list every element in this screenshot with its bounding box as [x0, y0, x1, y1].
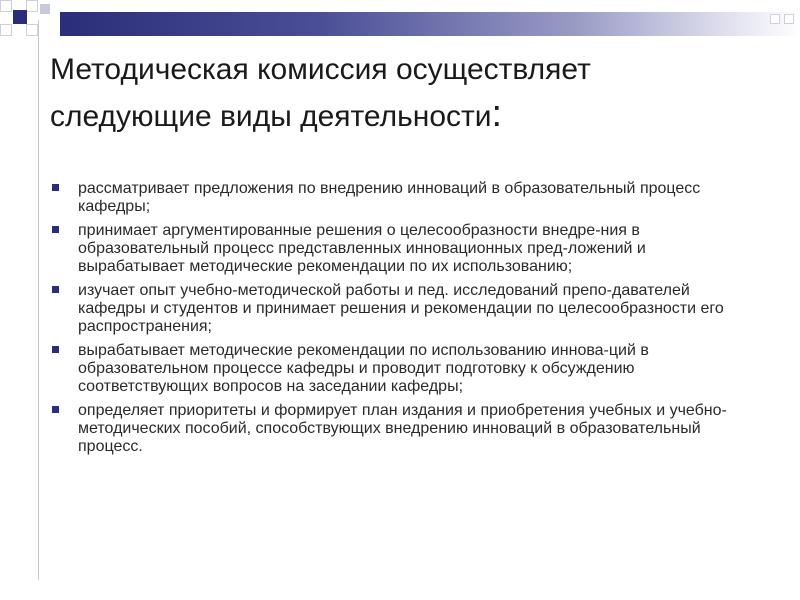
- list-item: [50, 282, 750, 336]
- decor-square: [40, 4, 50, 14]
- decor-square: [26, 24, 38, 36]
- list-item: [50, 180, 750, 216]
- title-colon: :: [491, 93, 503, 135]
- list-item-text: изучает опыт учебно-методической работы и пед. исследований препо-давателей кафедры и студентов и принимает решения и рекомендации по целесообразности его распространения;: [78, 282, 724, 335]
- decor-square: [0, 0, 12, 12]
- square-bullet-icon: [52, 286, 59, 293]
- square-bullet-icon: [52, 226, 59, 233]
- decor-square: [784, 14, 794, 24]
- header-gradient-band: [60, 12, 800, 36]
- slide-title: [50, 48, 750, 139]
- list-item-text: вырабатывает методические рекомендации по использованию иннова-ций в образовательном процессе кафедры и проводит подготовку к обсуждению соответствующих вопросов на заседании кафедры;: [78, 342, 649, 395]
- decor-square: [770, 14, 780, 24]
- list-item: [50, 402, 750, 456]
- decor-square: [26, 0, 38, 12]
- decor-vertical-line: [38, 20, 39, 580]
- list-item-text: определяет приоритеты и формирует план издания и приобретения учебных и учебно-методических пособий, способствующих внедрению инноваций в образовательный процесс.: [78, 402, 727, 455]
- title-line-1: Методическая комиссия осуществляет: [50, 53, 591, 86]
- decor-square: [13, 10, 27, 24]
- decor-square: [0, 24, 12, 36]
- list-item: [50, 222, 750, 276]
- square-bullet-icon: [52, 406, 59, 413]
- list-item-text: принимает аргументированные решения о целесообразности внедре-ния в образовательный процесс представленных инновационных пред-ложений и вырабатывает методические рекомендации по их использованию;: [78, 222, 646, 275]
- bullet-list: [50, 180, 750, 462]
- square-bullet-icon: [52, 184, 59, 191]
- title-line-2: следующие виды деятельности: [50, 100, 492, 133]
- list-item-text: рассматривает предложения по внедрению инноваций в образовательный процесс кафедры;: [78, 180, 701, 215]
- square-bullet-icon: [52, 346, 59, 353]
- list-item: [50, 342, 750, 396]
